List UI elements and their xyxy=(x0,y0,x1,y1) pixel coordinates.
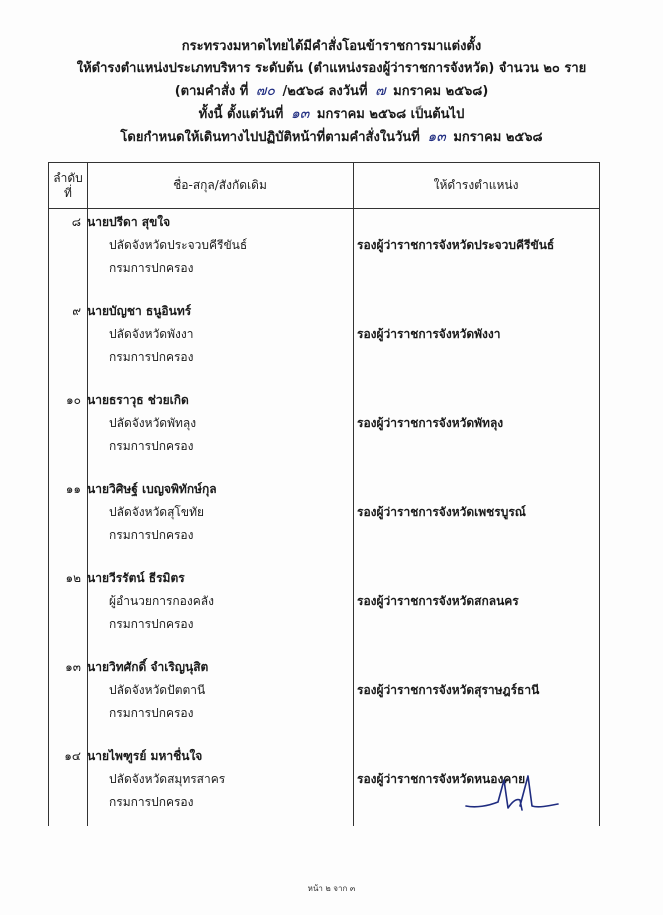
order-number-handwritten: ๗๐ xyxy=(255,83,275,99)
row-seq: ๘ xyxy=(71,215,81,229)
row-appointment: รองผู้ว่าราชการจังหวัดสกลนคร xyxy=(357,594,519,608)
row-department: กรมการปกครอง xyxy=(109,261,194,275)
row-name: นายวีรรัตน์ ธีรมิตร xyxy=(87,571,185,585)
header-line-4 xyxy=(0,103,663,126)
table-row xyxy=(49,565,599,651)
row-name: นายบัญชา ธนูอินทร์ xyxy=(87,304,192,318)
order-prefix: (ตามคำสั่ง ที่ xyxy=(174,84,249,99)
row-department: กรมการปกครอง xyxy=(109,617,194,631)
table-row xyxy=(49,387,599,473)
row-appointment: รองผู้ว่าราชการจังหวัดพัทลุง xyxy=(357,416,504,430)
row-position: ปลัดจังหวัดพังงา xyxy=(109,327,194,341)
row-appointment: รองผู้ว่าราชการจังหวัดประจวบคีรีขันธ์ xyxy=(357,238,555,252)
effective-suffix: มกราคม ๒๕๖๘ เป็นต้นไป xyxy=(316,107,465,122)
row-appointment: รองผู้ว่าราชการจังหวัดเพชรบูรณ์ xyxy=(357,505,526,519)
table-header-row xyxy=(49,163,599,209)
order-date-prefix: /๒๕๖๘ ลงวันที่ xyxy=(282,84,368,99)
order-day-handwritten: ๗ xyxy=(375,83,386,99)
header-seq-line1: ลำดับ xyxy=(53,170,83,185)
row-department: กรมการปกครอง xyxy=(109,528,194,542)
row-appointment: รองผู้ว่าราชการจังหวัดหนองคาย xyxy=(357,772,526,786)
effective-day-handwritten: ๑๓ xyxy=(290,106,310,122)
row-seq: ๑๐ xyxy=(66,393,81,407)
row-position: ปลัดจังหวัดปัตตานี xyxy=(109,683,206,697)
header-line-3 xyxy=(0,80,663,103)
header-name: ชื่อ-สกุล/สังกัดเดิม xyxy=(173,178,267,192)
row-department: กรมการปกครอง xyxy=(109,350,194,364)
row-department: กรมการปกครอง xyxy=(109,706,194,720)
row-seq: ๑๔ xyxy=(64,749,81,763)
row-seq: ๙ xyxy=(72,304,81,318)
row-department: กรมการปกครอง xyxy=(109,795,194,809)
row-name: นายวิศิษฐ์ เบญจพิทักษ์กุล xyxy=(87,482,217,496)
row-name: นายธราวุธ ช่วยเกิด xyxy=(87,393,189,407)
document-header xyxy=(0,36,663,149)
row-department: กรมการปกครอง xyxy=(109,439,194,453)
row-seq: ๑๒ xyxy=(65,571,81,585)
row-position: ปลัดจังหวัดสุโขทัย xyxy=(109,505,205,519)
row-seq: ๑๑ xyxy=(65,482,81,496)
appointment-table xyxy=(48,162,600,826)
row-position: ปลัดจังหวัดสมุทรสาคร xyxy=(109,772,226,786)
row-position: ปลัดจังหวัดพัทลุง xyxy=(109,416,197,430)
row-name: นายปรีดา สุขใจ xyxy=(87,215,171,229)
order-date-suffix: มกราคม ๒๕๖๘) xyxy=(393,84,489,99)
header-line-5 xyxy=(0,126,663,149)
row-seq: ๑๓ xyxy=(65,660,81,674)
header-line-2: ให้ดำรงตำแหน่งประเภทบริหาร ระดับต้น (ตำแหน่งรองผู้ว่าราชการจังหวัด) จำนวน ๒๐ ราย xyxy=(76,61,587,76)
duty-prefix: โดยกำหนดให้เดินทางไปปฏิบัติหน้าที่ตามคำสั่งในวันที่ xyxy=(120,130,420,145)
row-position: ผู้อำนวยการกองคลัง xyxy=(109,594,214,608)
table-row xyxy=(49,654,599,740)
table-row xyxy=(49,298,599,384)
row-name: นายไพฑูรย์ มหาชื่นใจ xyxy=(87,749,203,763)
row-appointment: รองผู้ว่าราชการจังหวัดพังงา xyxy=(357,327,501,341)
header-seq-line2: ที่ xyxy=(64,185,72,200)
table-row xyxy=(49,209,599,295)
duty-day-handwritten: ๑๓ xyxy=(427,129,446,145)
row-name: นายวิทศักดิ์ จำเริญนุสิต xyxy=(87,660,209,674)
table-row xyxy=(49,476,599,562)
effective-prefix: ทั้งนี้ ตั้งแต่วันที่ xyxy=(198,107,284,122)
signature-mark xyxy=(462,772,562,818)
row-position: ปลัดจังหวัดประจวบคีรีขันธ์ xyxy=(109,238,248,252)
page-number: หน้า ๒ จาก ๓ xyxy=(307,884,356,893)
duty-suffix: มกราคม ๒๕๖๘ xyxy=(453,130,543,145)
row-appointment: รองผู้ว่าราชการจังหวัดสุราษฎร์ธานี xyxy=(357,683,540,697)
header-appointment: ให้ดำรงตำแหน่ง xyxy=(433,178,519,192)
header-line-1: กระทรวงมหาดไทยได้มีคำสั่งโอนข้าราชการมาแต่งตั้ง xyxy=(181,39,482,54)
header-seq xyxy=(49,163,87,208)
